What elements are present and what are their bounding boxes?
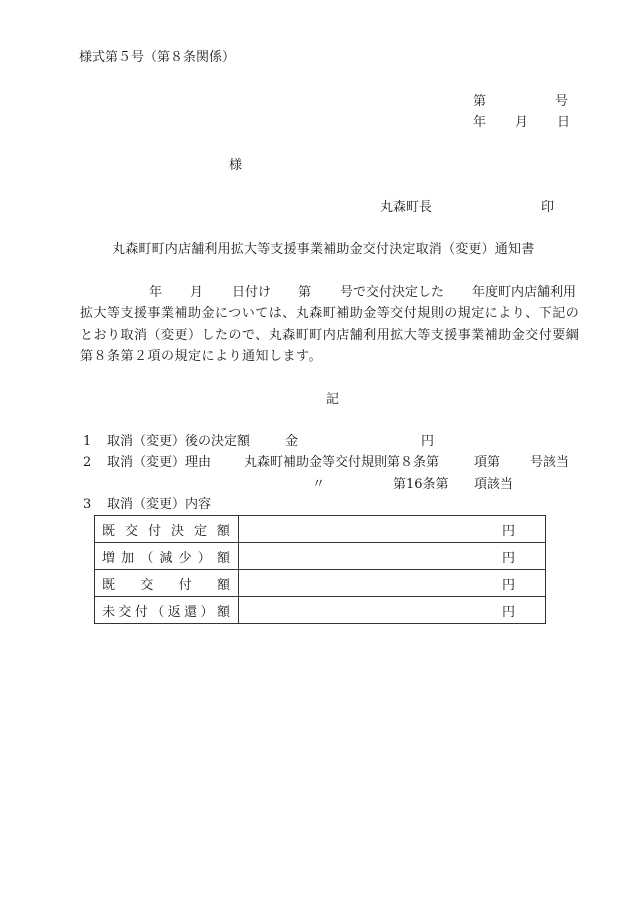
table-row-value: 円	[239, 543, 546, 570]
label-char: ）	[200, 604, 214, 620]
date-year: 年	[473, 115, 487, 130]
item-3-label: 取消（変更）内容	[107, 497, 212, 512]
item-1-label: 取消（変更）後の決定額	[107, 434, 251, 449]
label-char: 増	[102, 550, 116, 566]
label-char: 決	[170, 523, 184, 539]
label-char: 既	[102, 577, 116, 593]
label-char: 額	[216, 577, 230, 593]
issue-number-suffix: 号	[555, 94, 569, 109]
body-no: 第	[298, 285, 312, 300]
table-row	[95, 597, 546, 624]
item-3-number: 3	[83, 497, 92, 512]
item-2-kou2: 項該当	[474, 477, 514, 492]
table-row-label	[95, 543, 239, 570]
label-char: 交	[118, 604, 132, 620]
item-2-rule2: 第16条第	[393, 477, 449, 492]
table-row-value: 円	[239, 516, 546, 543]
item-2-label: 取消（変更）理由	[107, 455, 212, 470]
table-row-label	[95, 516, 239, 543]
date-day: 日	[557, 115, 571, 130]
label-char: 付	[134, 604, 148, 620]
body-line-4: 第８条第２項の規定により通知します。	[80, 349, 322, 364]
table-row	[95, 516, 546, 543]
table-row-value: 円	[239, 570, 546, 597]
body-line-3: とおり取消（変更）したので、丸森町町内店舗利用拡大等支援事業補助金交付要綱	[80, 328, 580, 343]
label-char: 未	[102, 604, 116, 620]
label-char: 額	[216, 550, 230, 566]
date-month: 月	[515, 115, 529, 130]
label-char: 額	[216, 604, 230, 620]
addressee-honorific: 様	[229, 158, 243, 173]
label-char: 既	[102, 523, 116, 539]
body-rest: 号で交付決定した	[340, 285, 445, 300]
item-2-number: 2	[83, 455, 92, 470]
amounts-table	[94, 515, 546, 624]
label-char: 定	[193, 523, 207, 539]
document-title: 丸森町町内店舗利用拡大等支援事業補助金交付決定取消（変更）通知書	[112, 242, 535, 257]
label-char: 返	[167, 604, 181, 620]
item-1-number: 1	[83, 434, 92, 449]
label-char: 交	[140, 577, 154, 593]
body-year: 年	[149, 285, 163, 300]
label-char: 交	[124, 523, 138, 539]
body-line-2: 拡大等支援事業補助金については、丸森町補助金等交付規則の規定により、下記の	[80, 306, 580, 321]
ki-heading: 記	[326, 392, 340, 407]
item-2-kou: 項第	[474, 455, 501, 470]
table-row	[95, 543, 546, 570]
body-month: 月	[190, 285, 204, 300]
issue-number-prefix: 第	[473, 94, 487, 109]
body-dated: 日付け	[232, 285, 272, 300]
item-2-ditto: 〃	[312, 477, 326, 492]
label-char: （	[140, 550, 154, 566]
label-char: 額	[216, 523, 230, 539]
label-char: 還	[184, 604, 198, 620]
item-1-kin: 金	[285, 434, 299, 449]
label-char: 加	[121, 550, 135, 566]
item-2-rule: 丸森町補助金等交付規則第８条第	[244, 455, 440, 470]
table-row-value: 円	[239, 597, 546, 624]
item-1-yen: 円	[421, 434, 435, 449]
label-char: 少	[178, 550, 192, 566]
sender-name: 丸森町長	[380, 200, 433, 215]
body-line1-end: 年度町内店舗利用	[472, 285, 577, 300]
item-2-gou: 号該当	[530, 455, 570, 470]
label-char: 減	[159, 550, 173, 566]
label-char: 付	[178, 577, 192, 593]
table-row-label	[95, 570, 239, 597]
label-char: 付	[147, 523, 161, 539]
table-row	[95, 570, 546, 597]
seal-mark: 印	[541, 200, 555, 215]
label-char: （	[151, 604, 165, 620]
table-row-label	[95, 597, 239, 624]
label-char: ）	[197, 550, 211, 566]
form-number: 様式第５号（第８条関係）	[79, 50, 236, 65]
